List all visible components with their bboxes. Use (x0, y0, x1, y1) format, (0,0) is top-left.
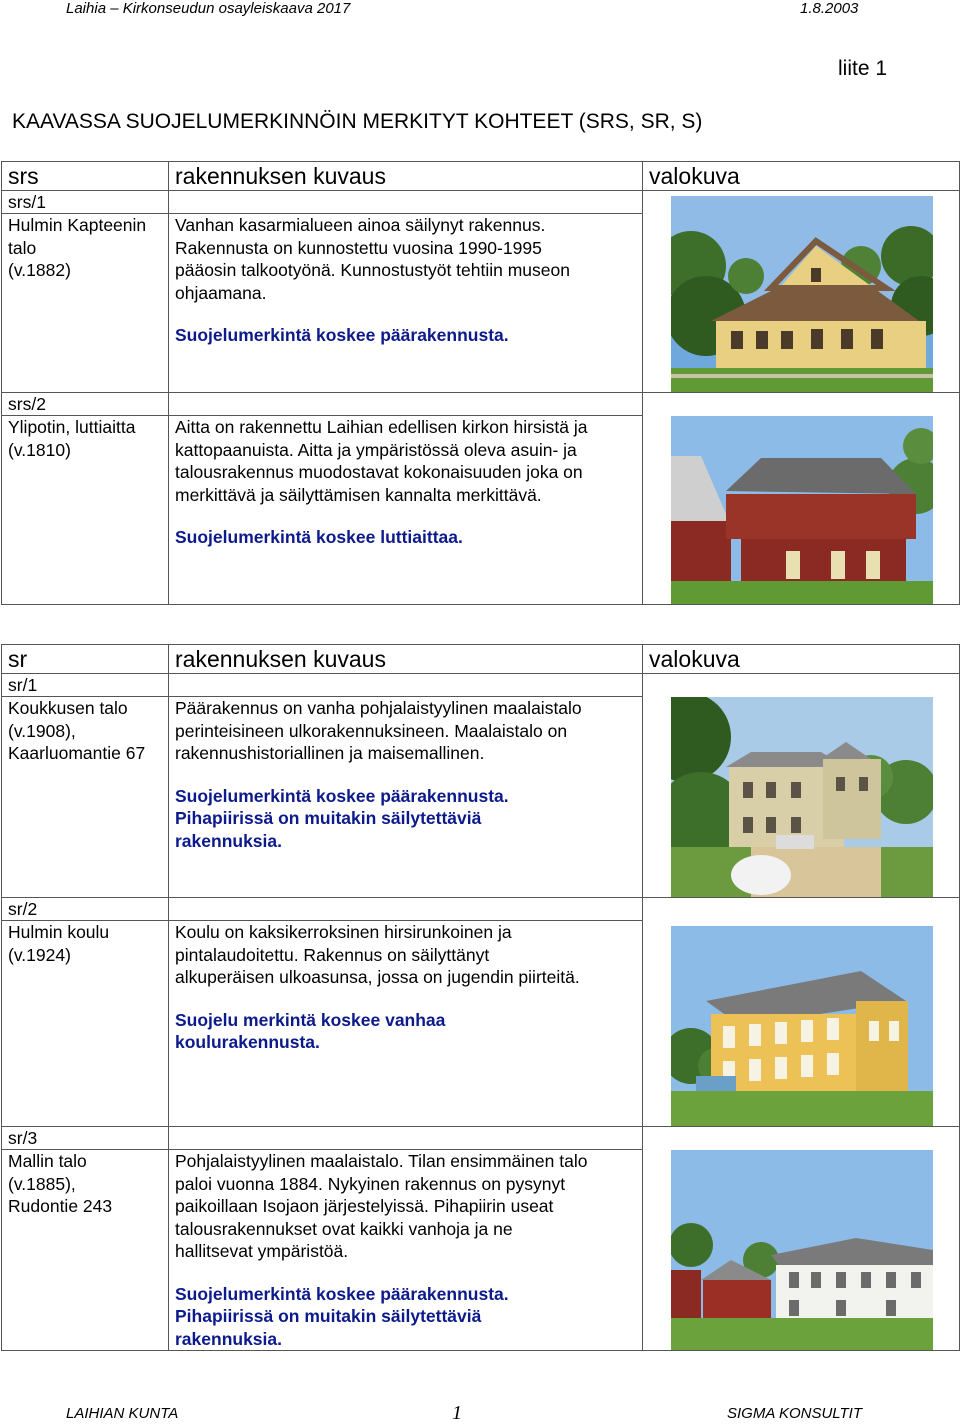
sr-table (1, 644, 960, 1351)
row-id: sr/1 (2, 674, 169, 697)
photo-hulmin-koulu (671, 926, 933, 1126)
col-header-description: rakennuksen kuvaus (169, 645, 643, 674)
col-header-class: srs (2, 162, 169, 191)
header-date: 1.8.2003 (800, 0, 859, 17)
table-row-id (2, 898, 960, 921)
building-name: Hulmin Kapteenin talo (v.1882) (2, 214, 169, 393)
row-id: srs/2 (2, 393, 169, 416)
col-header-class: sr (2, 645, 169, 674)
photo-hulmin-kapteenin-talo (671, 196, 933, 392)
row-id: srs/1 (2, 191, 169, 214)
sr-table-header (2, 645, 960, 674)
page-number: 1 (452, 1402, 462, 1424)
building-description: Aitta on rakennettu Laihian edellisen kirkon hirsistä ja kattopaanuista. Aitta ja ympäristössä oleva asuin- ja talousrakennus muodostavat kokonaisuuden joka on merkittävä ja säilyttämisen kannalta merkittävä. Suojelumerkintä koskee luttiaittaa. (169, 416, 643, 605)
table-row-id (2, 191, 960, 214)
table-row-id (2, 1127, 960, 1150)
photo-mallin-talo (671, 1150, 933, 1350)
protection-note: Suojelumerkintä koskee luttiaittaa. (175, 527, 463, 547)
srs-table-header (2, 162, 960, 191)
footer-right: SIGMA KONSULTIT (727, 1405, 863, 1422)
col-header-description: rakennuksen kuvaus (169, 162, 643, 191)
protection-note: Suojelumerkintä koskee päärakennusta. (175, 785, 509, 806)
row-id: sr/2 (2, 898, 169, 921)
protection-note: Suojelumerkintä koskee päärakennusta. (175, 325, 509, 345)
photo-cell (643, 1127, 960, 1351)
building-name: Ylipotin, luttiaitta (v.1810) (2, 416, 169, 605)
srs-table (1, 161, 960, 605)
header-left: Laihia – Kirkonseudun osayleiskaava 2017 (66, 0, 351, 17)
photo-koukkusen-talo (671, 697, 933, 897)
photo-ylipotin-luttiaitta (671, 416, 933, 604)
building-description: Pohjalaistyylinen maalaistalo. Tilan ensimmäinen talo paloi vuonna 1884. Nykyinen rakennus on pysynyt paikoillaan Isojaon järjestelyissä. Pihapiirin useat talousrakennukset ovat kaikki vanhoja ja ne hallitsevat ympäristöä. Suojelumerkintä koskee päärakennusta. Pihapiirissä on muitakin säilytettäviä rakennuksia. (169, 1150, 643, 1351)
row-id: sr/3 (2, 1127, 169, 1150)
building-name: Koukkusen talo (v.1908), Kaarluomantie 67 (2, 697, 169, 898)
page-title: KAAVASSA SUOJELUMERKINNÖIN MERKITYT KOHTEET (SRS, SR, S) (12, 110, 703, 133)
table-row-id (2, 393, 960, 416)
building-description: Vanhan kasarmialueen ainoa säilynyt rakennus. Rakennusta on kunnostettu vuosina 1990-1995 pääosin talkootyönä. Kunnostustyöt tehtiin museon ohjaamana. Suojelumerkintä koskee päärakennusta. (169, 214, 643, 393)
table-row-id (2, 674, 960, 697)
protection-note: Suojelu merkintä koskee vanhaa (175, 1009, 446, 1030)
building-name: Mallin talo (v.1885), Rudontie 243 (2, 1150, 169, 1351)
col-header-photo: valokuva (643, 162, 960, 191)
building-name: Hulmin koulu (v.1924) (2, 921, 169, 1127)
building-description: Koulu on kaksikerroksinen hirsirunkoinen ja pintalaudoitettu. Rakennus on säilyttänyt alkuperäisen ulkoasunsa, jossa on jugendin piirteitä. Suojelu merkintä koskee vanhaa koulurakennusta. (169, 921, 643, 1127)
photo-cell (643, 898, 960, 1127)
photo-cell (643, 393, 960, 605)
building-description: Päärakennus on vanha pohjalaistyylinen maalaistalo perinteisineen ulkorakennuksineen. Maalaistalo on rakennushistoriallinen ja maisemallinen. Suojelumerkintä koskee päärakennusta. Pihapiirissä on muitakin säilytettäviä rakennuksia. (169, 697, 643, 898)
photo-cell (643, 191, 960, 393)
photo-cell (643, 674, 960, 898)
col-header-photo: valokuva (643, 645, 960, 674)
protection-note: Suojelumerkintä koskee päärakennusta. (175, 1283, 509, 1304)
footer-left: LAIHIAN KUNTA (66, 1405, 179, 1422)
appendix-label: liite 1 (838, 57, 888, 80)
